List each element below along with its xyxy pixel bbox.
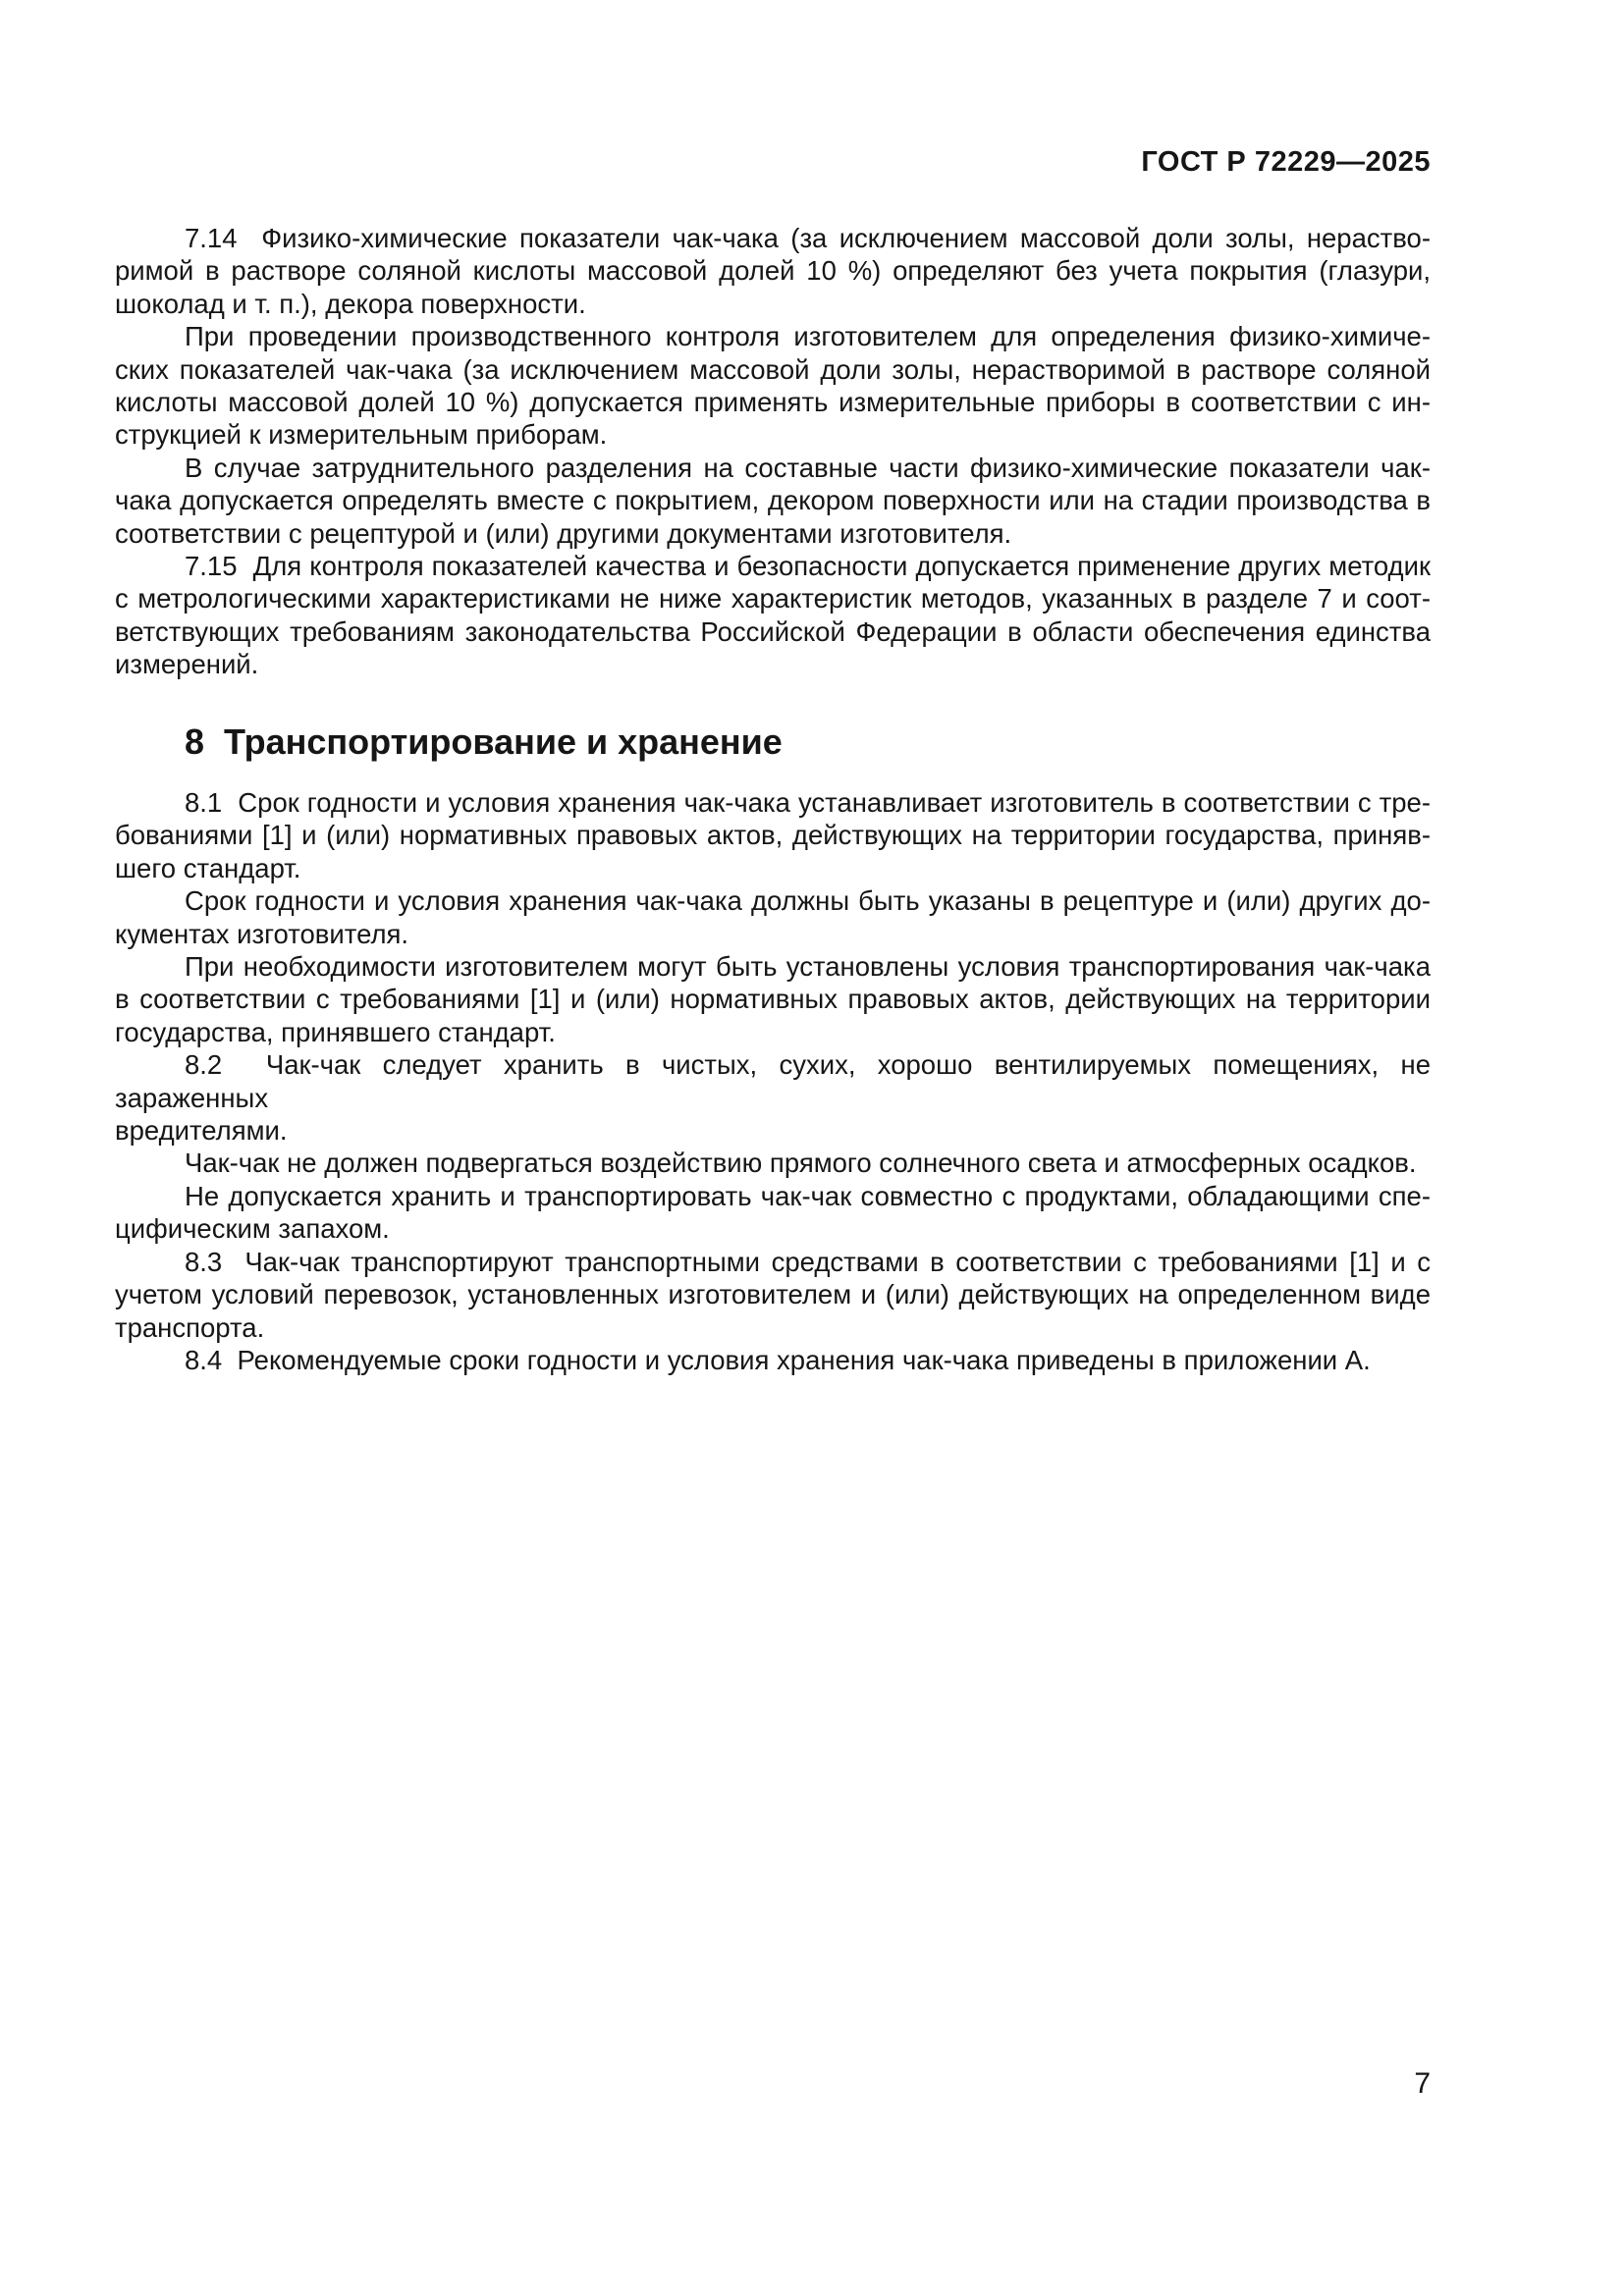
text-line: транспорта. — [115, 1311, 265, 1343]
section-8-heading: 8 Транспортирование и хранение — [185, 721, 783, 762]
text-line: 8.1 Срок годности и условия хранения чак-чака устанавливает изготовитель в соответствии с тре- — [185, 787, 1431, 818]
text-line: В случае затруднительного разделения на составные части физико-химические показатели чак- — [185, 452, 1431, 483]
page-number: 7 — [1414, 2067, 1431, 2100]
standard-number: ГОСТ Р 72229—2025 — [1141, 146, 1431, 178]
text-line: кислоты массовой долей 10 %) допускается применять измерительные приборы в соответствии с ин- — [115, 387, 1431, 418]
running-header — [115, 147, 1431, 177]
text-line: ветствующих требованиям законодательства Российской Федерации в области обеспечения единства — [115, 615, 1431, 647]
text-line: 8.2 Чак-чак следует хранить в чистых, сухих, хорошо вентилируемых помещениях, не зараженных — [115, 1049, 1431, 1113]
text-line: с метрологическими характеристиками не ниже характеристик методов, указанных в разделе 7 и соот- — [115, 583, 1431, 614]
text-line: учетом условий перевозок, установленных изготовителем и (или) действующих на определенном виде — [115, 1279, 1431, 1310]
text-line: бованиями [1] и (или) нормативных правовых актов, действующих на территории государства, приняв- — [115, 820, 1431, 851]
text-line: измерений. — [115, 649, 259, 680]
text-line: 7.15 Для контроля показателей качества и безопасности допускается применение других методик — [185, 551, 1431, 582]
text-line: струкцией к измерительным приборам. — [115, 419, 608, 451]
text-line: При необходимости изготовителем могут быть установлены условия транспортирования чак-чака — [185, 951, 1431, 983]
text-line: в соответствии с требованиями [1] и (или) нормативных правовых актов, действующих на территории — [115, 984, 1431, 1015]
section-7-method-clauses — [115, 222, 1431, 681]
text-line: При проведении производственного контроля изготовителем для определения физико-химиче- — [185, 321, 1431, 352]
text-line: 7.14 Физико-химические показатели чак-чака (за исключением массовой доли золы, нераство- — [185, 223, 1431, 253]
text-line: Не допускается хранить и транспортировать чак-чак совместно с продуктами, обладающими спе- — [185, 1180, 1431, 1211]
text-line: римой в растворе соляной кислоты массовой долей 10 %) определяют без учета покрытия (глазури, — [115, 255, 1431, 287]
text-line: шоколад и т. п.), декора поверхности. — [115, 288, 586, 319]
text-line: ских показателей чак-чака (за исключением массовой доли золы, нерастворимой в растворе соляной — [115, 353, 1431, 385]
text-line: вредителями. — [115, 1115, 288, 1147]
text-line: соответствии с рецептурой и (или) другими документами изготовителя. — [115, 517, 1012, 549]
text-line: Срок годности и условия хранения чак-чака должны быть указаны в рецептуре и (или) других до- — [185, 885, 1431, 917]
text-line: 8.4 Рекомендуемые сроки годности и условия хранения чак-чака приведены в приложении А. — [185, 1344, 1371, 1375]
text-line: кументах изготовителя. — [115, 918, 409, 949]
section-8-transport-storage — [115, 786, 1431, 1376]
text-line: цифическим запахом. — [115, 1213, 390, 1245]
text-line: 8.3 Чак-чак транспортируют транспортными средствами в соответствии с требованиями [1] и с — [185, 1246, 1431, 1277]
text-line: шего стандарт. — [115, 852, 301, 883]
text-line: государства, принявшего стандарт. — [115, 1016, 556, 1047]
text-line: чака допускается определять вместе с покрытием, декором поверхности или на стадии производства в — [115, 485, 1431, 516]
text-line: Чак-чак не должен подвергаться воздействию прямого солнечного света и атмосферных осадков. — [185, 1148, 1417, 1179]
